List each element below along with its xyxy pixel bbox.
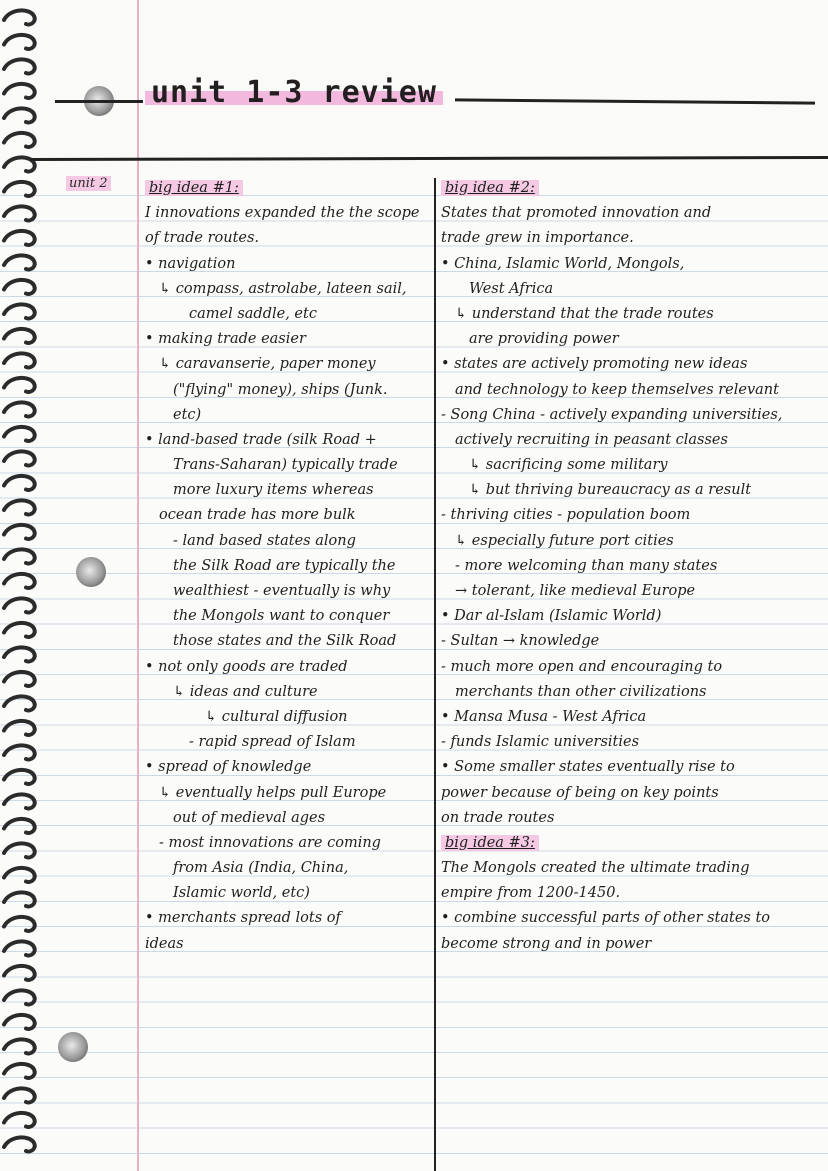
spiral-binding — [0, 0, 50, 1171]
note-line: - Sultan → knowledge — [441, 633, 600, 650]
note-line: - most innovations are coming — [159, 834, 381, 851]
note-line: are providing power — [469, 331, 619, 348]
spiral-coil — [4, 672, 35, 686]
note-line: and technology to keep themselves relevant — [455, 381, 779, 398]
note-line: the Mongols want to conquer — [173, 608, 390, 625]
spiral-coil — [4, 378, 35, 392]
note-line: Trans-Saharan) typically trade — [173, 457, 398, 474]
note-line: ↳ understand that the trade routes — [455, 305, 714, 322]
note-line: actively recruiting in peasant classes — [455, 431, 728, 448]
spiral-coil — [4, 574, 35, 588]
spiral-coil — [4, 1137, 35, 1151]
spiral-coil — [4, 843, 35, 857]
page-title: unit 1-3 review — [145, 76, 443, 109]
note-line: empire from 1200-1450. — [441, 885, 621, 902]
spiral-coil — [4, 10, 35, 24]
spiral-coil — [4, 206, 35, 220]
note-line: wealthiest - eventually is why — [173, 583, 391, 599]
note-line: etc) — [173, 406, 202, 423]
note-line: - funds Islamic universities — [441, 734, 640, 751]
unit-label: unit 2 — [66, 176, 111, 191]
spiral-coil — [4, 647, 35, 661]
note-line: - land based states along — [173, 532, 356, 549]
spiral-coil — [4, 451, 35, 465]
note-line: • merchants spread lots of — [145, 910, 341, 927]
punch-hole — [58, 1032, 88, 1062]
spiral-coil — [4, 770, 35, 784]
spiral-coil — [4, 133, 35, 147]
note-line: • China, Islamic World, Mongols, — [441, 255, 685, 272]
heading-line — [441, 831, 821, 856]
note-line: • making trade easier — [145, 331, 306, 348]
note-line: more luxury items whereas — [173, 482, 374, 499]
section-heading: big idea #3: — [441, 835, 539, 851]
note-line: West Africa — [469, 280, 554, 297]
spiral-coil — [4, 990, 35, 1004]
note-line: from Asia (India, China, — [173, 860, 349, 877]
note-line: ("flying" money), ships (Junk. — [173, 381, 388, 398]
note-line: ↳ sacrificing some military — [469, 457, 668, 474]
note-line: • Mansa Musa - West Africa — [441, 708, 647, 725]
note-line: ↳ especially future port cities — [455, 532, 674, 549]
spiral-coil — [4, 255, 35, 269]
note-line: • navigation — [145, 255, 236, 272]
spiral-coil — [4, 941, 35, 955]
spiral-coil — [4, 427, 35, 441]
section-heading: big idea #2: — [441, 180, 539, 196]
note-line: - much more open and encouraging to — [441, 658, 723, 675]
note-line: ideas — [145, 935, 184, 952]
spiral-coil — [4, 231, 35, 245]
section-heading: big idea #1: — [145, 180, 243, 196]
note-line: - Song China - actively expanding universities, — [441, 406, 783, 423]
note-line: merchants than other civilizations — [455, 683, 707, 700]
spiral-coil — [4, 500, 35, 514]
column-divider — [434, 178, 436, 1171]
punch-hole — [76, 557, 106, 587]
spiral-coil — [4, 598, 35, 612]
note-line: States that promoted innovation and — [441, 205, 712, 222]
spiral-coil — [4, 745, 35, 759]
title-rule-left — [55, 100, 143, 103]
spiral-coil — [4, 917, 35, 931]
spiral-coil — [4, 721, 35, 735]
heading-line — [145, 176, 430, 201]
spiral-coil — [4, 1064, 35, 1078]
spiral-coil — [4, 182, 35, 196]
right-column — [441, 176, 821, 957]
note-line: ↳ compass, astrolabe, lateen sail, — [159, 280, 407, 297]
note-line: power because of being on key points — [441, 784, 719, 801]
spiral-coil — [4, 1039, 35, 1053]
spiral-coil — [4, 353, 35, 367]
note-line: - more welcoming than many states — [455, 557, 718, 574]
margin-line — [137, 0, 139, 1171]
spiral-coil — [4, 892, 35, 906]
spiral-coil — [4, 59, 35, 73]
spiral-coil — [4, 794, 35, 808]
note-line: • Dar al-Islam (Islamic World) — [441, 608, 662, 625]
spiral-coil — [4, 402, 35, 416]
note-line: I innovations expanded the the scope — [145, 205, 420, 222]
note-line: • land-based trade (silk Road + — [145, 431, 377, 448]
left-column — [145, 176, 430, 957]
spiral-coil — [4, 35, 35, 49]
spiral-coil — [4, 1113, 35, 1127]
spiral-coil — [4, 280, 35, 294]
spiral-coil — [4, 549, 35, 563]
spiral-coil — [4, 1015, 35, 1029]
note-line: • Some smaller states eventually rise to — [441, 759, 735, 776]
spiral-coil — [4, 868, 35, 882]
note-line: • spread of knowledge — [145, 759, 312, 776]
note-line: out of medieval ages — [173, 809, 326, 826]
spiral-coil — [4, 819, 35, 833]
spiral-coil — [4, 84, 35, 98]
note-line: ↳ but thriving bureaucracy as a result — [469, 482, 752, 499]
heading-line — [441, 176, 821, 201]
spiral-coil — [4, 108, 35, 122]
spiral-coil — [4, 1088, 35, 1102]
note-line: those states and the Silk Road — [173, 633, 397, 650]
note-line: ↳ eventually helps pull Europe — [159, 784, 387, 801]
note-line: ocean trade has more bulk — [159, 507, 356, 524]
note-line: - thriving cities - population boom — [441, 507, 691, 524]
note-line: camel saddle, etc — [189, 305, 317, 322]
note-line: the Silk Road are typically the — [173, 557, 396, 574]
note-line: ↳ ideas and culture — [173, 683, 318, 700]
note-line: become strong and in power — [441, 935, 652, 952]
spiral-coil — [4, 966, 35, 980]
note-line: on trade routes — [441, 809, 555, 826]
note-line: ↳ caravanserie, paper money — [159, 356, 376, 373]
spiral-coil — [4, 304, 35, 318]
note-line: • not only goods are traded — [145, 658, 348, 675]
spiral-coil — [4, 696, 35, 710]
note-line: ↳ cultural diffusion — [205, 708, 348, 725]
note-line: Islamic world, etc) — [173, 885, 310, 902]
note-line: of trade routes. — [145, 230, 260, 247]
spiral-coil — [4, 525, 35, 539]
note-line: • states are actively promoting new ideas — [441, 356, 748, 373]
spiral-coil — [4, 329, 35, 343]
note-line: - rapid spread of Islam — [189, 734, 356, 751]
note-line: → tolerant, like medieval Europe — [455, 583, 696, 599]
spiral-coil — [4, 623, 35, 637]
spiral-coil — [4, 476, 35, 490]
note-line: • combine successful parts of other states to — [441, 910, 771, 927]
note-line: trade grew in importance. — [441, 230, 634, 247]
note-line: The Mongols created the ultimate trading — [441, 860, 750, 877]
